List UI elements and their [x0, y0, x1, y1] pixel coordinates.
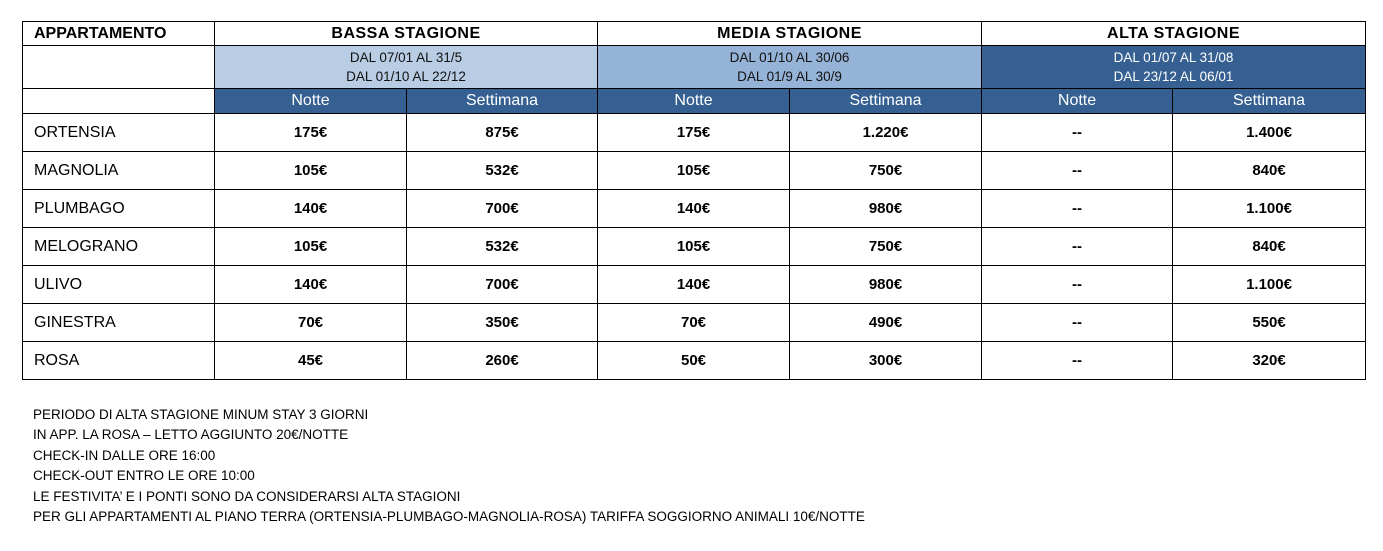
apartment-column-header: APPARTAMENTO — [23, 22, 215, 46]
season-header-bassa: BASSA STAGIONE — [215, 22, 598, 46]
apartment-name: ROSA — [23, 342, 215, 380]
price-week: 1.100€ — [1173, 266, 1366, 304]
note-line: IN APP. LA ROSA – LETTO AGGIUNTO 20€/NOTTE — [33, 427, 349, 443]
apartment-name: MAGNOLIA — [23, 152, 215, 190]
price-week: 300€ — [790, 342, 982, 380]
col-header-settimana: Settimana — [790, 89, 982, 114]
price-week: 700€ — [407, 190, 598, 228]
price-rows — [23, 114, 1366, 380]
season-dates-alta — [982, 46, 1366, 89]
date-range: DAL 07/01 AL 31/5 — [349, 50, 463, 65]
season-header-row — [23, 22, 1366, 46]
price-night: 50€ — [598, 342, 790, 380]
table-row — [23, 228, 1366, 266]
price-night: 105€ — [215, 152, 407, 190]
price-week: 260€ — [407, 342, 598, 380]
note-line: PERIODO DI ALTA STAGIONE MINUM STAY 3 GIORNI — [33, 407, 369, 422]
table-row — [23, 190, 1366, 228]
price-night: -- — [982, 342, 1173, 380]
table-row — [23, 342, 1366, 380]
price-week: 875€ — [407, 114, 598, 152]
col-header-notte: Notte — [598, 89, 790, 114]
note-line: CHECK-OUT ENTRO LE ORE 10:00 — [33, 468, 255, 484]
price-night: -- — [982, 190, 1173, 228]
price-night: 105€ — [215, 228, 407, 266]
season-dates-media — [598, 46, 982, 89]
price-week: 750€ — [790, 228, 982, 266]
price-night: 70€ — [215, 304, 407, 342]
date-range: DAL 01/07 AL 31/08 — [1113, 50, 1234, 65]
price-table — [22, 21, 1366, 380]
season-dates-row — [23, 46, 1366, 89]
price-week: 840€ — [1173, 152, 1366, 190]
price-week: 840€ — [1173, 228, 1366, 266]
blank-cell — [23, 89, 215, 114]
apartment-name: MELOGRANO — [23, 228, 215, 266]
price-week: 320€ — [1173, 342, 1366, 380]
date-range: DAL 01/10 AL 30/06 — [729, 50, 850, 65]
price-night: 175€ — [598, 114, 790, 152]
price-night: -- — [982, 152, 1173, 190]
price-night: -- — [982, 266, 1173, 304]
price-week: 980€ — [790, 266, 982, 304]
table-row — [23, 114, 1366, 152]
note-line: PER GLI APPARTAMENTI AL PIANO TERRA (ORTENSIA-PLUMBAGO-MAGNOLIA-ROSA) TARIFFA SOGGIORNO ANIMALI 10€/NOTTE — [33, 509, 865, 525]
col-header-settimana: Settimana — [1173, 89, 1366, 114]
price-week: 750€ — [790, 152, 982, 190]
note-line: LE FESTIVITA’ E I PONTI SONO DA CONSIDERARSI ALTA STAGIONI — [33, 488, 461, 504]
price-week: 532€ — [407, 152, 598, 190]
price-week: 1.220€ — [790, 114, 982, 152]
price-night: 140€ — [215, 190, 407, 228]
col-header-notte: Notte — [982, 89, 1173, 114]
price-night: 70€ — [598, 304, 790, 342]
price-night: -- — [982, 304, 1173, 342]
price-night: 105€ — [598, 228, 790, 266]
price-week: 550€ — [1173, 304, 1366, 342]
date-range: DAL 01/10 AL 22/12 — [346, 69, 466, 84]
price-night: 140€ — [215, 266, 407, 304]
date-range: DAL 01/9 AL 30/9 — [737, 69, 842, 84]
season-dates-bassa — [215, 46, 598, 89]
price-week: 1.400€ — [1173, 114, 1366, 152]
price-night: 105€ — [598, 152, 790, 190]
price-night: 45€ — [215, 342, 407, 380]
price-night: 140€ — [598, 266, 790, 304]
notes-block — [33, 405, 865, 527]
table-row — [23, 266, 1366, 304]
col-header-notte: Notte — [215, 89, 407, 114]
column-header-row — [23, 89, 1366, 114]
table-row — [23, 304, 1366, 342]
table-row — [23, 152, 1366, 190]
price-night: 175€ — [215, 114, 407, 152]
price-week: 490€ — [790, 304, 982, 342]
season-header-media: MEDIA STAGIONE — [598, 22, 982, 46]
price-week: 1.100€ — [1173, 190, 1366, 228]
price-week: 532€ — [407, 228, 598, 266]
season-header-alta: ALTA STAGIONE — [982, 22, 1366, 46]
price-night: -- — [982, 228, 1173, 266]
price-week: 350€ — [407, 304, 598, 342]
apartment-name: GINESTRA — [23, 304, 215, 342]
price-night: -- — [982, 114, 1173, 152]
date-range: DAL 23/12 AL 06/01 — [1113, 69, 1234, 84]
apartment-name: PLUMBAGO — [23, 190, 215, 228]
col-header-settimana: Settimana — [407, 89, 598, 114]
price-week: 700€ — [407, 266, 598, 304]
price-week: 980€ — [790, 190, 982, 228]
apartment-name: ULIVO — [23, 266, 215, 304]
note-line: CHECK-IN DALLE ORE 16:00 — [33, 447, 216, 463]
price-night: 140€ — [598, 190, 790, 228]
blank-cell — [23, 46, 215, 89]
apartment-name: ORTENSIA — [23, 114, 215, 152]
